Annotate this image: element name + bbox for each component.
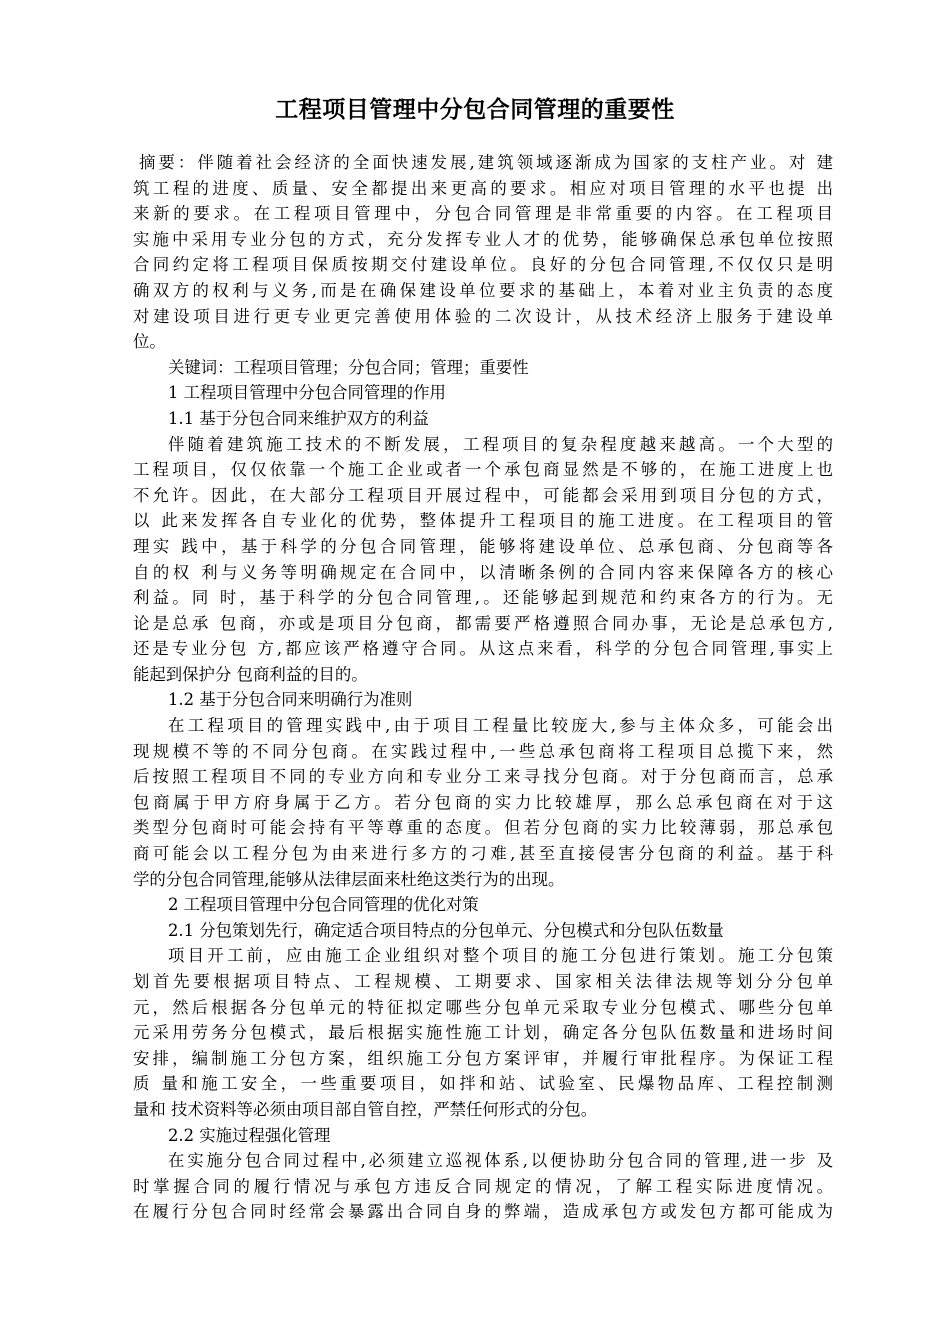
- text-line: 2.2 实施过程强化管理: [168, 1125, 331, 1145]
- text-line: 不允许。因此，在大部分工程项目开展过程中，可能都会采用到项目分包的方式，: [133, 485, 833, 505]
- text-line: 合同约定将工程项目保质按期交付建设单位。良好的分包合同管理,不仅仅只是明: [133, 255, 833, 275]
- text-line: 现规模不等的不同分包商。在实践过程中,一些总承包商将工程项目总揽下来，然: [133, 741, 833, 761]
- text-line: 理实 践中，基于科学的分包合同管理，能够将建设单位、总承包商、分包商等各: [133, 536, 833, 556]
- text-line: 实施中采用专业分包的方式，充分发挥专业人才的优势，能够确保总承包单位按照: [133, 229, 833, 249]
- text-line: 元采用劳务分包模式，最后根据实施性施工计划，确定各分包队伍数量和进场时间: [133, 1023, 833, 1043]
- text-line: 在工程项目的管理实践中,由于项目工程量比较庞大,参与主体众多，可能会出: [168, 716, 833, 736]
- text-line: 量和 技术资料等必须由项目部自管自控，严禁任何形式的分包。: [133, 1099, 598, 1119]
- text-line: 后按照工程项目不同的专业方向和专业分工来寻找分包商。对于分包商而言，总承: [133, 767, 833, 787]
- text-line: 以 此来发挥各自专业化的优势，整体提升工程项目的施工进度。在工程项目的管: [133, 511, 833, 531]
- text-line: 筑工程的进度、质量、安全都提出来更高的要求。相应对项目管理的水平也提 出: [133, 178, 833, 198]
- text-line: 2.1 分包策划先行，确定适合项目特点的分包单元、分包模式和分包队伍数量: [168, 920, 724, 940]
- document-title: 工程项目管理中分包合同管理的重要性: [275, 97, 675, 123]
- text-line: 包商属于甲方府身属于乙方。若分包商的实力比较雄厚，那么总承包商在对于这: [133, 792, 833, 812]
- text-line: 利益。同 时，基于科学的分包合同管理,。还能够起到规范和约束各方的行为。无: [133, 588, 833, 608]
- text-line: 在履行分包合同时经常会暴露出合同自身的弊端，造成承包方或发包方都可能成为: [133, 1202, 833, 1222]
- text-line: 时掌握合同的履行情况与承包方违反合同规定的情况，了解工程实际进度情况。: [133, 1176, 833, 1196]
- text-line: 2 工程项目管理中分包合同管理的优化对策: [168, 895, 479, 915]
- text-line: 1.1 基于分包合同来维护双方的利益: [168, 408, 429, 428]
- text-line: 项目开工前，应由施工企业组织对整个项目的施工分包进行策划。施工分包策: [168, 946, 833, 966]
- text-line: 在实施分包合同过程中,必须建立巡视体系,以便协助分包合同的管理,进一步 及: [168, 1151, 833, 1171]
- text-line: 商可能会以工程分包为由来进行多方的刁难,甚至直接侵害分包商的利益。基于科: [133, 844, 833, 864]
- text-line: 1.2 基于分包合同来明确行为准则: [168, 690, 413, 710]
- text-line: 能起到保护分 包商利益的目的。: [133, 664, 368, 684]
- text-line: 工程项目，仅仅依靠一个施工企业或者一个承包商显然是不够的，在施工进度上也: [133, 460, 833, 480]
- text-line: 质 量和施工安全，一些重要项目，如拌和站、试验室、民爆物品库、工程控制测: [133, 1074, 833, 1094]
- text-line: 确双方的权利与义务,而是在确保建设单位要求的基础上，本着对业主负责的态度: [133, 280, 833, 300]
- text-line: 划首先要根据项目特点、工程规模、工期要求、国家相关法律法规等划分分包单: [133, 972, 833, 991]
- text-line: 位。: [133, 332, 166, 352]
- text-line: 对建设项目进行更专业更完善使用体验的二次设计，从技术经济上服务于建设单: [133, 306, 833, 326]
- text-line: 来新的要求。在工程项目管理中，分包合同管理是非常重要的内容。在工程项目: [133, 204, 833, 224]
- text-line: 类型分包商时可能会持有平等尊重的态度。但若分包商的实力比较薄弱，那总承包: [133, 818, 833, 838]
- text-line: 元，然后根据各分包单元的特征拟定哪些分包单元采取专业分包模式、哪些分包单: [133, 997, 833, 1017]
- text-line: 伴随着建筑施工技术的不断发展，工程项目的复杂程度越来越高。一个大型的: [168, 434, 833, 454]
- text-line: 学的分包合同管理,能够从法律层面来杜绝这类行为的出现。: [133, 869, 565, 889]
- text-line: 论是总承 包商，亦或是项目分包商，都需要严格遵照合同办事，无论是总承包方,: [133, 613, 833, 633]
- text-line: 摘要：伴随着社会经济的全面快速发展,建筑领域逐渐成为国家的支柱产业。对 建: [139, 153, 833, 172]
- text-line: 安排，编制施工分包方案，组织施工分包方案评审，并履行审批程序。为保证工程: [133, 1048, 833, 1068]
- text-line: 关键词：工程项目管理；分包合同；管理；重要性: [168, 357, 529, 377]
- text-line: 自的权 利与义务等明确规定在合同中，以清晰条例的合同内容来保障各方的核心: [133, 562, 833, 582]
- text-line: 1 工程项目管理中分包合同管理的作用: [168, 383, 446, 403]
- text-line: 还是专业分包 方,都应该严格遵守合同。从这点来看，科学的分包合同管理,事实上: [133, 639, 833, 659]
- document-body: [133, 150, 833, 1225]
